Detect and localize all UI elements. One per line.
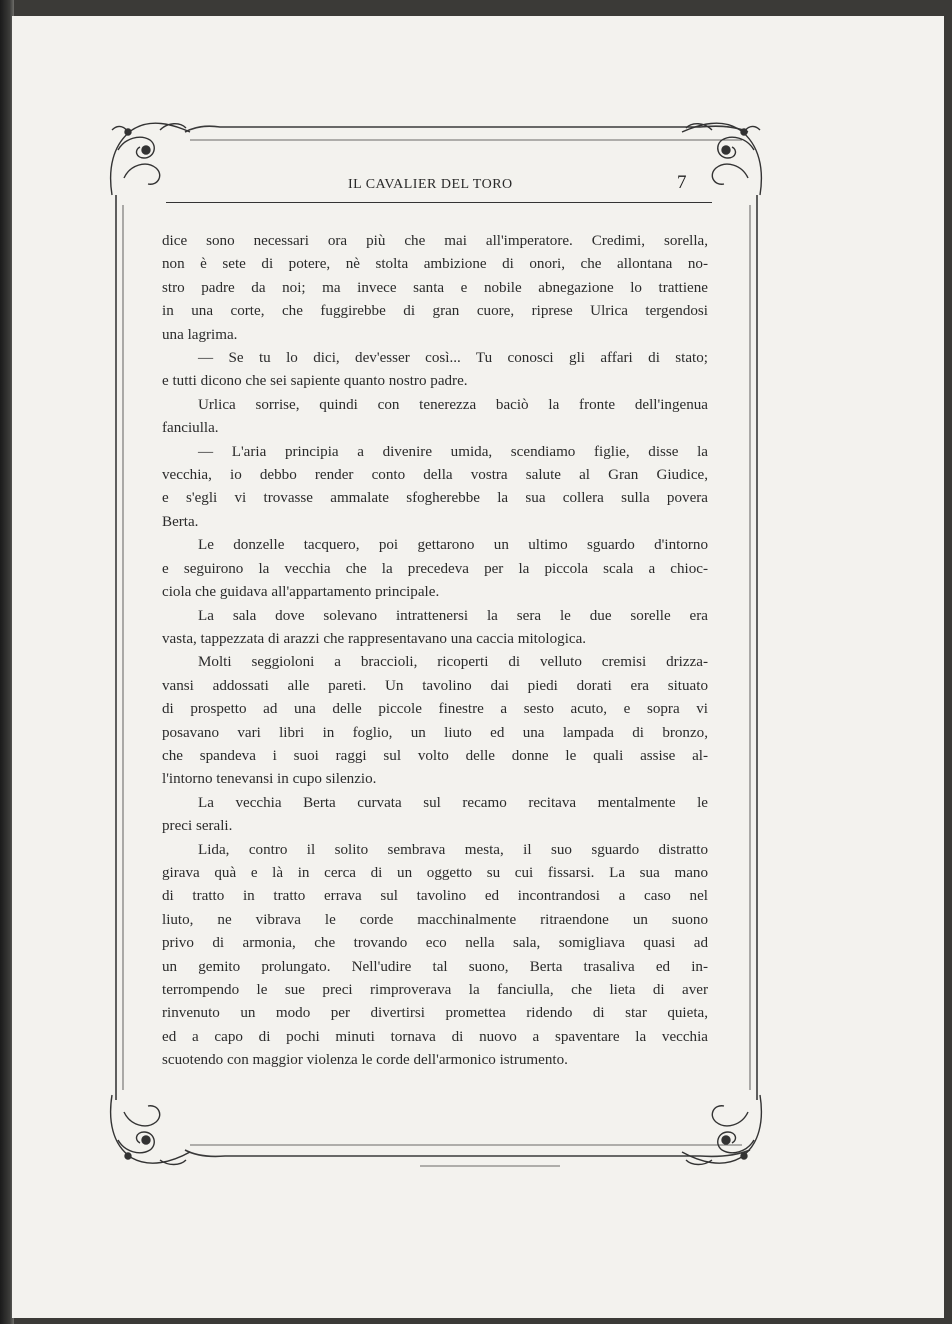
corner-ornament-bottom-right: [682, 1095, 761, 1165]
text-line: in una corte, che fuggirebbe di gran cuore, riprese Ulrica tergendosi: [162, 303, 708, 320]
paragraph: [162, 839, 708, 1073]
paragraph: [162, 441, 708, 535]
text-line: Berta.: [162, 513, 199, 530]
text-line: ed a capo di pochi minuti tornava di nuovo a spaventare la vecchia: [162, 1028, 708, 1045]
text-line: Urlica sorrise, quindi con tenerezza baciò la fronte dell'ingenua: [198, 396, 708, 413]
paragraph: [162, 394, 708, 441]
corner-ornament-top-right: [682, 123, 761, 195]
text-line: una lagrima.: [162, 326, 238, 343]
text-line: l'intorno tenevansi in cupo silenzio.: [162, 771, 377, 788]
text-line: Le donzelle tacquero, poi gettarono un ultimo sguardo d'intorno: [198, 537, 708, 554]
text-line: La vecchia Berta curvata sul recamo recitava mentalmente le: [198, 794, 708, 811]
paragraph: [162, 230, 708, 347]
text-line: liuto, ne vibrava le corde macchinalmente ritraendone un suono: [162, 911, 708, 928]
text-line: ciola che guidava all'appartamento principale.: [162, 584, 440, 601]
text-line: posavano vari libri in foglio, un liuto ed una lampada di bronzo,: [162, 724, 708, 741]
paragraph: [162, 534, 708, 604]
text-line: dice sono necessari ora più che mai all'imperatore. Credimi, sorella,: [162, 233, 708, 249]
text-line: fanciulla.: [162, 420, 219, 437]
paragraph: [162, 347, 708, 394]
text-line: terrompendo le sue preci rimproverava la fanciulla, che lieta di aver: [162, 982, 708, 998]
paragraph: [162, 605, 708, 652]
text-line: che spandeva i suoi raggi sul volto delle donne le quali assise al-: [162, 747, 708, 764]
text-line: — Se tu lo dici, dev'esser così... Tu conosci gli affari di stato;: [198, 350, 708, 367]
text-line: e s'egli vi trovasse ammalate sfogherebbe la sua collera sulla povera: [162, 490, 708, 507]
text-line: stro padre da noi; ma invece santa e nobile abnegazione lo trattiene: [162, 279, 708, 296]
page-number: 7: [677, 172, 687, 193]
text-line: Molti seggioloni a braccioli, ricoperti di velluto cremisi drizza-: [198, 654, 708, 671]
text-line: rinvenuto un modo per divertirsi promettea ridendo di star quieta,: [162, 1005, 708, 1022]
text-line: girava quà e là in cerca di un oggetto su cui fissarsi. La sua mano: [162, 864, 708, 881]
paragraph: [162, 651, 708, 791]
body-text: [162, 230, 708, 1073]
text-line: di prospetto ad una delle piccole finestre a sesto acuto, e sopra vi: [162, 701, 708, 718]
running-title: IL CAVALIER DEL TORO: [348, 177, 513, 192]
text-line: vansi addossati alle pareti. Un tavolino dai piedi dorati era situato: [162, 677, 708, 694]
paragraph: [162, 792, 708, 839]
text-line: non è sete di potere, nè stolta ambizione di onori, che allontana no-: [162, 256, 708, 273]
text-line: vasta, tappezzata di arazzi che rappresentavano una caccia mitologica.: [162, 630, 587, 647]
text-line: preci serali.: [162, 818, 233, 835]
corner-ornament-bottom-left: [111, 1095, 190, 1165]
text-line: La sala dove solevano intrattenersi la sera le due sorelle era: [198, 607, 708, 624]
header-rule: [166, 202, 712, 203]
text-line: di tratto in tratto errava sul tavolino ed incontrandosi a caso nel: [162, 888, 708, 905]
text-line: — L'aria principia a divenire umida, scendiamo figlie, disse la: [198, 443, 708, 460]
text-line: e seguirono la vecchia che la precedeva per la piccola scala a chioc-: [162, 560, 708, 577]
text-line: privo di armonia, che trovando eco nella sala, somigliava quasi ad: [162, 935, 708, 952]
text-line: e tutti dicono che sei sapiente quanto nostro padre.: [162, 373, 468, 390]
corner-ornament-top-left: [111, 123, 190, 195]
text-line: vecchia, io debbo render conto della vostra salute al Gran Giudice,: [162, 467, 708, 484]
text-line: un gemito prolungato. Nell'udire tal suono, Berta trasaliva ed in-: [162, 958, 708, 975]
text-line: scuotendo con maggior violenza le corde dell'armonico istrumento.: [162, 1052, 568, 1069]
text-line: Lida, contro il solito sembrava mesta, il suo sguardo distratto: [198, 841, 708, 858]
